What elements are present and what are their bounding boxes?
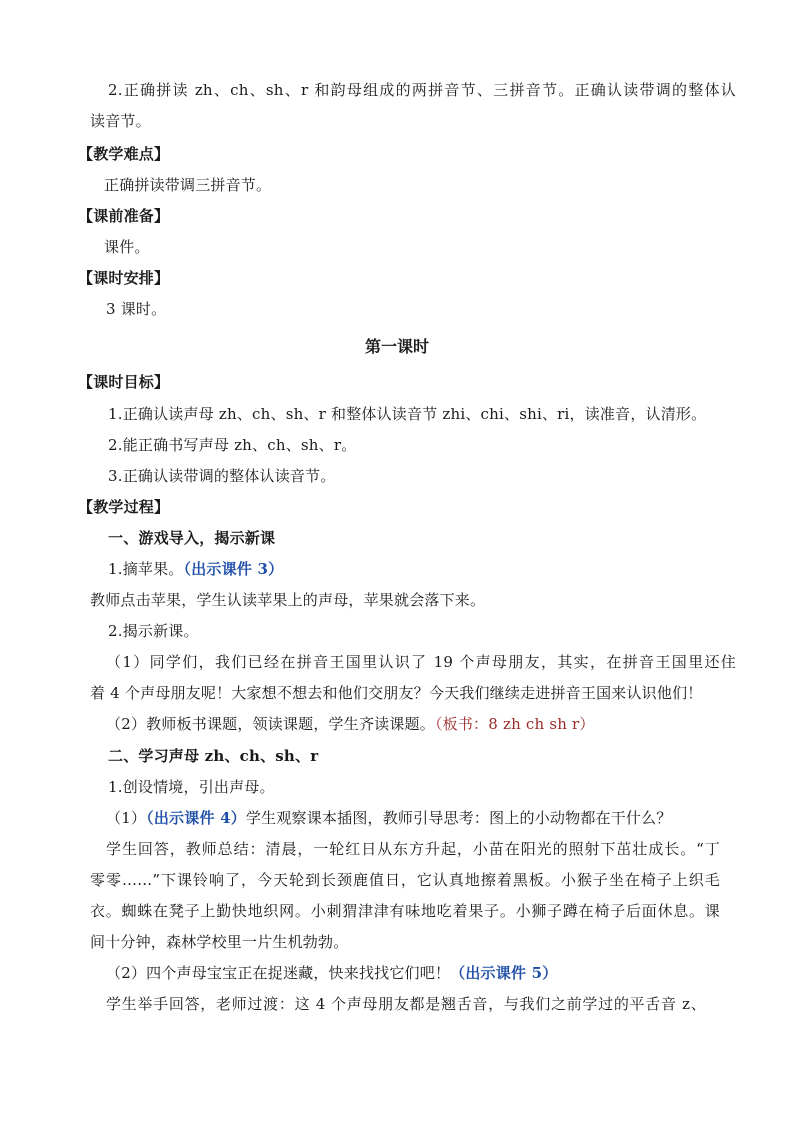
subsection-title: 二、学习声母 zh、ch、sh、r [108, 747, 319, 765]
section-heading-preparation: 【课前准备】 [78, 207, 170, 225]
paragraph-line: 着 4 个声母朋友呢！大家想不想去和他们交朋友？今天我们继续走进拼音王国来认识他们！ [90, 684, 703, 702]
courseware-note: （出示课件 5） [450, 964, 558, 982]
step-item [106, 962, 557, 984]
courseware-note: （出示课件 3） [183, 560, 284, 578]
section-heading-goals: 【课时目标】 [78, 373, 170, 391]
paragraph-line: 学生举手回答，老师过渡：这 4 个声母朋友都是翘舌音，与我们之前学过的平舌音 z、 [106, 995, 706, 1013]
courseware-note: （出示课件 4） [146, 809, 246, 827]
step-item: 2.揭示新课。 [108, 622, 199, 640]
step-text: （2）教师板书课题，领读课题，学生齐读课题。 [106, 715, 435, 733]
difficulty-text: 正确拼读带调三拼音节。 [104, 176, 272, 194]
lesson-title: 第一课时 [364, 337, 429, 356]
schedule-text: 3 课时。 [106, 300, 167, 318]
paragraph-line: 衣。蜘蛛在凳子上勤快地织网。小刺猬津津有味地吃着果子。小狮子蹲在椅子后面休息。课 [90, 902, 720, 920]
paragraph-line: （1）同学们，我们已经在拼音王国里认识了 19 个声母朋友，其实，在拼音王国里还住 [106, 653, 736, 671]
paragraph-line: 间十分钟，森林学校里一片生机勃勃。 [90, 933, 349, 951]
paragraph-line: 学生回答，教师总结：清晨，一轮红日从东方升起，小苗在阳光的照射下茁壮成长。“丁 [106, 840, 720, 858]
paragraph-line: 零零……”下课铃响了，今天轮到长颈鹿值日，它认真地擦着黑板。小猴子坐在椅子上织毛 [90, 871, 720, 889]
step-prefix: （1） [106, 809, 147, 827]
section-heading-difficulty: 【教学难点】 [78, 145, 170, 163]
step-item [106, 713, 595, 735]
step-text: （2）四个声母宝宝正在捉迷藏，快来找找它们吧！ [106, 964, 451, 982]
subsection-title: 一、游戏导入，揭示新课 [108, 529, 276, 547]
paragraph-line: 2.正确拼读 zh、ch、sh、r 和韵母组成的两拼音节、三拼音节。正确认读带调的整体认 [108, 81, 736, 99]
preparation-text: 课件。 [104, 238, 150, 256]
section-heading-process: 【教学过程】 [78, 498, 170, 516]
step-item [106, 807, 672, 829]
step-text: 学生观察课本插图，教师引导思考：图上的小动物都在干什么？ [245, 809, 672, 827]
step-item [108, 558, 283, 580]
goal-item: 1.正确认读声母 zh、ch、sh、r 和整体认读音节 zhi、chi、shi、ri，读准音，认清形。 [108, 405, 707, 423]
step-text: 1.摘苹果。 [108, 560, 184, 578]
step-item: 1.创设情境，引出声母。 [108, 778, 275, 796]
paragraph-line: 读音节。 [90, 112, 151, 130]
goal-item: 3.正确认读带调的整体认读音节。 [108, 467, 336, 485]
step-description: 教师点击苹果，学生认读苹果上的声母，苹果就会落下来。 [90, 591, 486, 609]
section-heading-schedule: 【课时安排】 [78, 269, 170, 287]
goal-item: 2.能正确书写声母 zh、ch、sh、r。 [108, 436, 357, 454]
board-note: （板书：8 zh ch sh r） [434, 715, 595, 733]
